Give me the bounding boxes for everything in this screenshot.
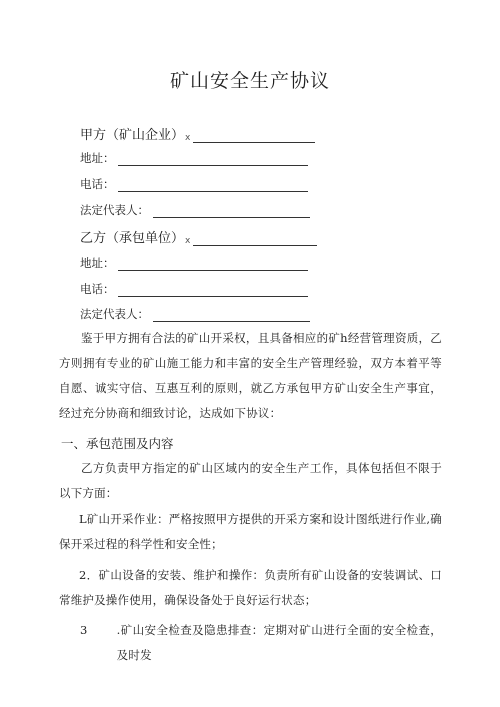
party-a-mark: x	[185, 133, 191, 143]
party-b-name-field[interactable]	[193, 233, 317, 246]
party-a-address-row	[80, 150, 308, 166]
section-1-item-3-number: 3	[80, 623, 88, 637]
party-a-label: 甲方（矿山企业）	[80, 128, 185, 143]
party-b-rep-field[interactable]	[153, 309, 310, 322]
party-a-rep-field[interactable]	[153, 205, 310, 218]
document-title: 矿山安全生产协议	[169, 70, 330, 92]
party-b-address-label: 地址：	[80, 256, 115, 270]
party-b-phone-row	[80, 281, 308, 297]
party-a-address-field[interactable]	[118, 153, 308, 166]
party-b-address-field[interactable]	[118, 258, 308, 271]
section-1-item-2: 2．矿山设备的安装、维护和操作：负责所有矿山设备的安装调试、口常维护及操作使用，确保设备处于良好运行状态；	[59, 568, 442, 607]
party-a-address-label: 地址：	[80, 151, 115, 165]
party-a-phone-field[interactable]	[118, 179, 308, 192]
section-1-item-1: L矿山开采作业：严格按照甲方提供的开采方案和设计图纸进行作业,确保开采过程的科学性和安全性；	[59, 512, 442, 551]
section-1-item-3	[59, 618, 442, 668]
party-b-mark: x	[185, 236, 191, 246]
party-b-rep-row	[80, 306, 310, 322]
party-b-row	[80, 227, 317, 246]
party-b-phone-field[interactable]	[118, 284, 308, 297]
party-b-phone-label: 电话：	[80, 282, 115, 296]
party-a-name-field[interactable]	[193, 130, 315, 143]
section-1-item-3-text: .矿山安全检查及隐患排查：定期对矿山进行全面的安全检查，及时发	[116, 623, 442, 662]
intro-paragraph: 鉴于甲方拥有合法的矿山开采权，且具备相应的矿h经营管理资质，乙方则拥有专业的矿山施工能力和丰富的安全生产管理经验，双方本着平等自愿、诚实守信、互惠互利的原则，就乙方承包甲方矿山安全生产事宜，经过充分协商和细致讨论，达成如下协议：	[59, 331, 442, 420]
party-a-rep-row	[80, 202, 310, 218]
section-1-heading: 一、承包范围及内容	[61, 436, 174, 451]
party-b-rep-label: 法定代表人：	[80, 307, 149, 321]
party-a-row	[80, 124, 315, 143]
party-a-phone-label: 电话：	[80, 177, 115, 191]
party-a-rep-label: 法定代表人：	[80, 203, 149, 217]
party-b-address-row	[80, 255, 308, 271]
party-a-phone-row	[80, 176, 308, 192]
section-1-lead: 乙方负责甲方指定的矿山区域内的安全生产工作，具体包括但不限于以下方面：	[59, 461, 442, 500]
party-b-label: 乙方（承包单位）	[80, 231, 185, 246]
